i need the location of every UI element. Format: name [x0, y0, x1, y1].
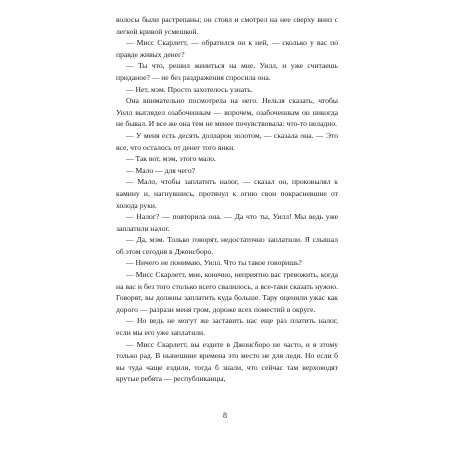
- body-text: [116, 14, 338, 385]
- paragraph: — Мисс Скарлетт, вы ездите в Джонсборо не часто, и я этому только рад. В нынешние времена это место не для леди. Но если б вы туда чаще ездили, тогда б знали, что сейчас там верховодят крутые ребята — республиканцы,: [116, 339, 338, 384]
- page-number: 8: [223, 411, 227, 420]
- paragraph: — Налог? — повторила она. — Да что ты, Уилл! Мы ведь уже заплатили налог.: [116, 212, 338, 233]
- paragraph: — Мисс Скарлетт, мне, конечно, неприятно вас тревожить, когда на вас и без того столько всего свалилось, а все-таки сказать нужно. Говорят, вы должны заплатить куда больше. Тару оценили ужас как дорого — разрази меня гром, дороже всех поместий в округе.: [116, 270, 338, 314]
- paragraph: — Так вот, мэм, этого мало.: [126, 154, 216, 164]
- paragraph: — Мало — для чего?: [126, 165, 195, 175]
- paragraph: волосы были растрепаны; он стоял и смотрел на нее сверху вниз с легкой кривой усмешкой.: [116, 15, 338, 36]
- paragraph: — Но ведь не могут же заставить нас еще раз платить налог, если мы его уже заплатили.: [116, 316, 338, 338]
- paragraph: — Да, мэм. Только говорят, недостаточно заплатили. Я слышал об этом сегодня в Джонсборо.: [116, 235, 338, 256]
- paragraph: Она внимательно посмотрела на него. Нельзя сказать, чтобы Уилл выглядел озабоченным — впрочем, озабоченным он никогда не бывал. И все же она тем не менее почувствовала: что-то неладно.: [116, 96, 338, 129]
- paragraph: — Нет, мэм. Просто захотелось узнать.: [126, 84, 253, 94]
- paragraph: — Мисс Скарлетт, — обратился он к ней, — сколько у вас по правде живых денег?: [116, 38, 338, 59]
- paragraph: — Ты что, решил жениться на мне, Уилл, и уже считаешь приданое? — не без раздражения спросила она.: [116, 61, 338, 82]
- paragraph: — Ничего не понимаю, Уилл. Что ты такое говоришь?: [126, 258, 302, 268]
- paragraph: — У меня есть десять долларов золотом, — сказала она. — Это все, что осталось от денег того янки.: [116, 130, 338, 152]
- paragraph: — Мало, чтобы заплатить налог, — сказал он, проковылял к камину и, нагнувшись, протянул к огню свои покрасневшие от холода руки.: [116, 177, 338, 210]
